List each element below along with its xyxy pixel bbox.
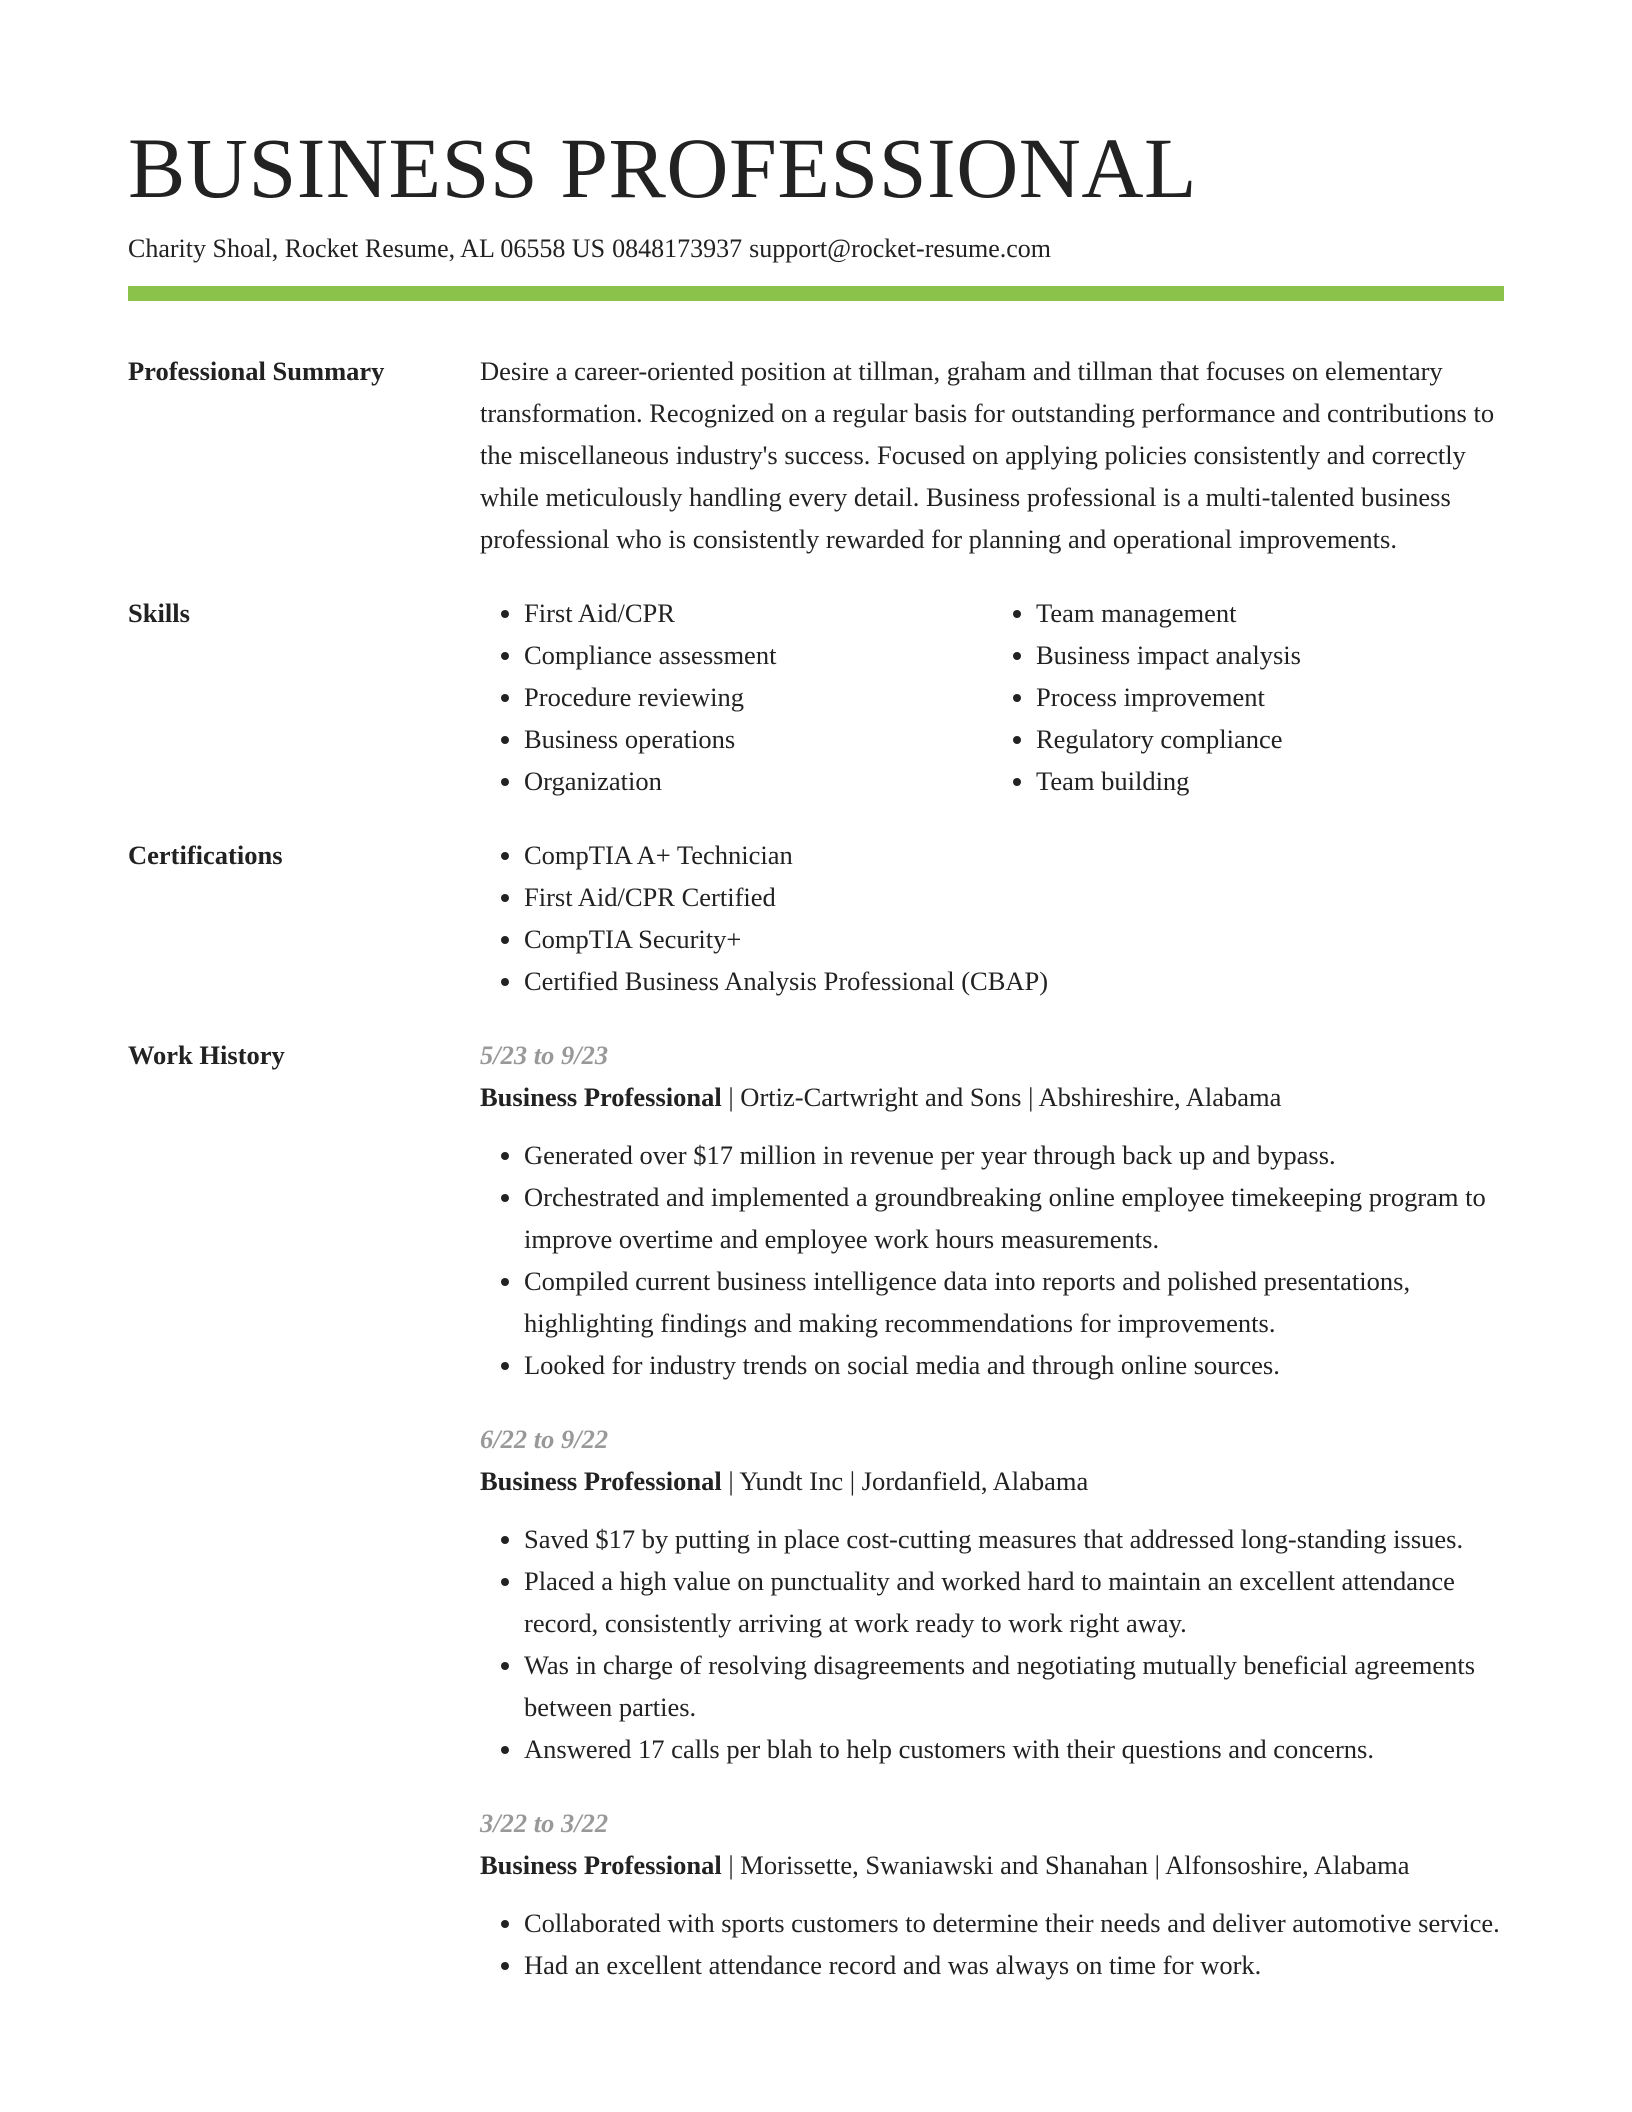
resume-body: [128, 350, 1504, 2018]
skill-item: • Process improvement: [1036, 676, 1504, 718]
skill-item: • Compliance assessment: [524, 634, 992, 676]
header-divider: [128, 286, 1504, 301]
contact-address: Charity Shoal, Rocket Resume, AL 06558 US: [128, 234, 606, 263]
skills-list-right: [992, 592, 1504, 802]
work-history-heading: Work History: [128, 1040, 285, 1070]
skills-heading: Skills: [128, 598, 190, 628]
candidate-name: BUSINESS PROFESSIONAL: [128, 120, 1198, 216]
skill-item: • Procedure reviewing: [524, 676, 992, 718]
skills-section: [128, 592, 1504, 802]
job-bullet: • Orchestrated and implemented a groundbreaking online employee timekeeping program to improve overtime and employee work hours measurements.: [524, 1176, 1504, 1260]
job-bullet: • Generated over $17 million in revenue per year through back up and bypass.: [524, 1134, 1504, 1176]
job-details: | Ortiz-Cartwright and Sons | Abshireshire, Alabama: [728, 1082, 1282, 1112]
certification-item: • First Aid/CPR Certified: [524, 876, 1504, 918]
job-bullets: [480, 1902, 1504, 1986]
job-bullet: • Collaborated with sports customers to determine their needs and deliver automotive service.: [524, 1902, 1504, 1944]
certification-item: • Certified Business Analysis Professional (CBAP): [524, 960, 1504, 1002]
job-bullet: • Compiled current business intelligence data into reports and polished presentations, highlighting findings and making recommendations for improvements.: [524, 1260, 1504, 1344]
job-bullet: • Placed a high value on punctuality and worked hard to maintain an excellent attendance record, consistently arriving at work ready to work right away.: [524, 1560, 1504, 1644]
skill-item: • Team management: [1036, 592, 1504, 634]
certifications-list: [480, 834, 1504, 1002]
job-entry: [480, 1802, 1504, 1986]
skill-item: • Business operations: [524, 718, 992, 760]
skill-item: • Team building: [1036, 760, 1504, 802]
job-bullet: • Was in charge of resolving disagreements and negotiating mutually beneficial agreements between parties.: [524, 1644, 1504, 1728]
job-title: Business Professional: [480, 1850, 722, 1880]
job-details: | Yundt Inc | Jordanfield, Alabama: [728, 1466, 1089, 1496]
summary-section: [128, 350, 1504, 560]
skill-item: • First Aid/CPR: [524, 592, 992, 634]
job-entry: [480, 1418, 1504, 1770]
job-heading: [480, 1076, 1504, 1118]
job-dates: 3/22 to 3/22: [480, 1808, 609, 1838]
certifications-heading: Certifications: [128, 840, 283, 870]
certifications-section: [128, 834, 1504, 1002]
job-bullet: • Saved $17 by putting in place cost-cutting measures that addressed long-standing issues.: [524, 1518, 1504, 1560]
summary-text: Desire a career-oriented position at tillman, graham and tillman that focuses on elementary transformation. Recognized on a regular basis for outstanding performance and contributions to the miscellaneous industry's success. Focused on applying policies consistently and correctly while meticulously handling every detail. Business professional is a multi-talented business professional who is consistently rewarded for planning and operational improvements.: [480, 356, 1495, 554]
contact-email: support@rocket-resume.com: [749, 234, 1052, 263]
job-dates: 6/22 to 9/22: [480, 1424, 609, 1454]
job-heading: [480, 1460, 1504, 1502]
job-bullet: • Answered 17 calls per blah to help customers with their questions and concerns.: [524, 1728, 1504, 1770]
job-title: Business Professional: [480, 1466, 722, 1496]
skill-item: • Organization: [524, 760, 992, 802]
contact-line: [128, 230, 1051, 268]
certification-item: • CompTIA A+ Technician: [524, 834, 1504, 876]
certification-item: • CompTIA Security+: [524, 918, 1504, 960]
job-bullet: • Had an excellent attendance record and was always on time for work.: [524, 1944, 1504, 1986]
job-dates: 5/23 to 9/23: [480, 1040, 609, 1070]
job-title: Business Professional: [480, 1082, 722, 1112]
job-details: | Morissette, Swaniawski and Shanahan | Alfonsoshire, Alabama: [728, 1850, 1410, 1880]
job-bullets: [480, 1134, 1504, 1386]
skill-item: • Regulatory compliance: [1036, 718, 1504, 760]
job-bullet: • Looked for industry trends on social media and through online sources.: [524, 1344, 1504, 1386]
skill-item: • Business impact analysis: [1036, 634, 1504, 676]
summary-heading: Professional Summary: [128, 356, 385, 386]
work-history-section: [128, 1034, 1504, 2018]
job-entry: [480, 1034, 1504, 1386]
job-heading: [480, 1844, 1504, 1886]
contact-phone: 0848173937: [612, 234, 743, 263]
job-bullets: [480, 1518, 1504, 1770]
skills-list-left: [480, 592, 992, 802]
